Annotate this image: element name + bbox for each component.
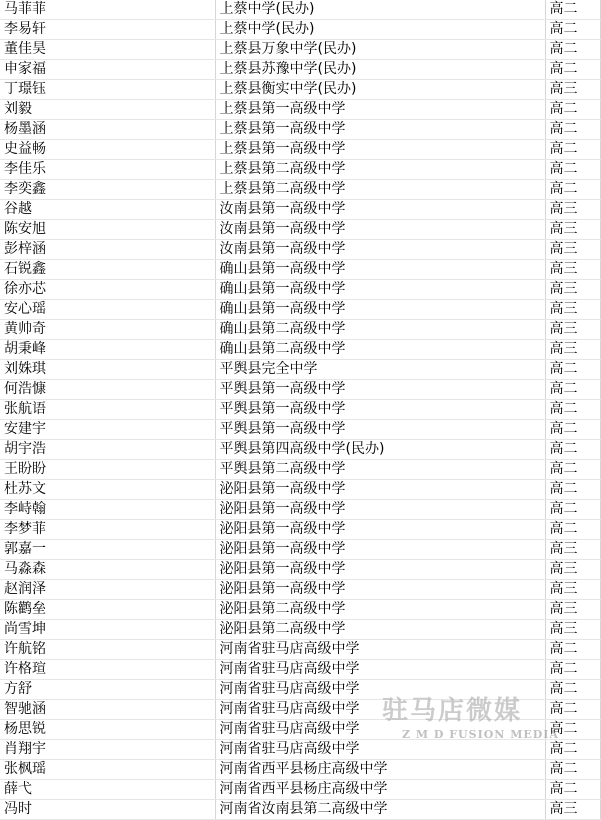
- cell-grade[interactable]: 高二: [545, 660, 600, 680]
- cell-school[interactable]: 汝南县第一高级中学: [215, 200, 545, 220]
- watermark-title: 驻马店微媒: [382, 696, 523, 726]
- table-row: [0, 380, 600, 400]
- cell-school[interactable]: 平舆县第一高级中学: [215, 420, 545, 440]
- cell-name[interactable]: 申家福: [0, 60, 215, 80]
- table-row: [0, 660, 600, 680]
- cell-name[interactable]: 石锐鑫: [0, 260, 215, 280]
- table-row: [0, 320, 600, 340]
- cell-name[interactable]: 史益畅: [0, 140, 215, 160]
- cell-grade[interactable]: 高二: [545, 420, 600, 440]
- cell-grade[interactable]: 高二: [545, 440, 600, 460]
- cell-grade[interactable]: 高三: [545, 320, 600, 340]
- table-row: [0, 800, 600, 820]
- cell-school[interactable]: 河南省驻马店高级中学: [215, 700, 545, 720]
- cell-grade[interactable]: 高二: [545, 780, 600, 800]
- cell-school[interactable]: 确山县第一高级中学: [215, 280, 545, 300]
- cell-grade[interactable]: 高二: [545, 400, 600, 420]
- cell-school[interactable]: 上蔡县苏豫中学(民办): [215, 60, 545, 80]
- table-row: [0, 140, 600, 160]
- cell-grade[interactable]: 高二: [545, 160, 600, 180]
- cell-grade[interactable]: 高二: [545, 500, 600, 520]
- table-row: [0, 180, 600, 200]
- cell-grade[interactable]: 高三: [545, 220, 600, 240]
- table-row: [0, 360, 600, 380]
- cell-name[interactable]: 肖翔宇: [0, 740, 215, 760]
- table-row: [0, 160, 600, 180]
- cell-name[interactable]: 刘毅: [0, 100, 215, 120]
- cell-school[interactable]: 泌阳县第一高级中学: [215, 560, 545, 580]
- cell-grade[interactable]: 高三: [545, 560, 600, 580]
- cell-school[interactable]: 上蔡县第一高级中学: [215, 140, 545, 160]
- cell-grade[interactable]: 高二: [545, 140, 600, 160]
- table-row: [0, 540, 600, 560]
- table-row: [0, 200, 600, 220]
- cell-grade[interactable]: 高二: [545, 380, 600, 400]
- table-row: [0, 340, 600, 360]
- cell-school[interactable]: 泌阳县第一高级中学: [215, 500, 545, 520]
- cell-school[interactable]: 上蔡县第一高级中学: [215, 120, 545, 140]
- cell-school[interactable]: 河南省汝南县第二高级中学: [215, 800, 545, 820]
- table-row: [0, 260, 600, 280]
- table-row: [0, 0, 600, 20]
- cell-grade[interactable]: 高三: [545, 280, 600, 300]
- table-row: [0, 780, 600, 800]
- cell-name[interactable]: 陈安旭: [0, 220, 215, 240]
- cell-name[interactable]: 彭梓涵: [0, 240, 215, 260]
- cell-name[interactable]: 黄帅奇: [0, 320, 215, 340]
- cell-school[interactable]: 平舆县第二高级中学: [215, 460, 545, 480]
- watermark-subtitle: Z M D FUSION MEDIA: [402, 728, 559, 741]
- table-row: [0, 300, 600, 320]
- cell-school[interactable]: 确山县第一高级中学: [215, 300, 545, 320]
- cell-grade[interactable]: 高二: [545, 740, 600, 760]
- cell-school[interactable]: 上蔡县万象中学(民办): [215, 40, 545, 60]
- table-row: [0, 640, 600, 660]
- cell-name[interactable]: 丁璟钰: [0, 80, 215, 100]
- cell-grade[interactable]: 高二: [545, 460, 600, 480]
- cell-school[interactable]: 平舆县第四高级中学(民办): [215, 440, 545, 460]
- cell-school[interactable]: 泌阳县第二高级中学: [215, 600, 545, 620]
- cell-school[interactable]: 河南省驻马店高级中学: [215, 720, 545, 740]
- table-row: [0, 280, 600, 300]
- cell-name[interactable]: 马淼森: [0, 560, 215, 580]
- cell-name[interactable]: 郭嘉一: [0, 540, 215, 560]
- cell-school[interactable]: 上蔡县第二高级中学: [215, 160, 545, 180]
- cell-grade[interactable]: 高三: [545, 200, 600, 220]
- table-row: [0, 80, 600, 100]
- table-row: [0, 100, 600, 120]
- cell-grade[interactable]: 高二: [545, 100, 600, 120]
- cell-grade[interactable]: 高三: [545, 80, 600, 100]
- cell-name[interactable]: 杨墨涵: [0, 120, 215, 140]
- cell-grade[interactable]: 高二: [545, 40, 600, 60]
- cell-grade[interactable]: 高二: [545, 180, 600, 200]
- cell-school[interactable]: 确山县第二高级中学: [215, 340, 545, 360]
- table-row: [0, 40, 600, 60]
- cell-grade[interactable]: 高二: [545, 760, 600, 780]
- cell-name[interactable]: 张航语: [0, 400, 215, 420]
- cell-school[interactable]: 河南省驻马店高级中学: [215, 660, 545, 680]
- cell-grade[interactable]: 高二: [545, 20, 600, 40]
- cell-name[interactable]: 何浩慷: [0, 380, 215, 400]
- cell-grade[interactable]: 高二: [545, 700, 600, 720]
- table-row: [0, 400, 600, 420]
- table-row: [0, 480, 600, 500]
- cell-school[interactable]: 平舆县第一高级中学: [215, 400, 545, 420]
- cell-school[interactable]: 河南省驻马店高级中学: [215, 640, 545, 660]
- table-row: [0, 460, 600, 480]
- table-row: [0, 440, 600, 460]
- cell-grade[interactable]: 高三: [545, 600, 600, 620]
- table-row: [0, 620, 600, 640]
- cell-school[interactable]: 泌阳县第二高级中学: [215, 620, 545, 640]
- cell-school[interactable]: 泌阳县第一高级中学: [215, 520, 545, 540]
- cell-school[interactable]: 河南省驻马店高级中学: [215, 680, 545, 700]
- cell-name[interactable]: 马菲菲: [0, 0, 215, 20]
- table-row: [0, 20, 600, 40]
- cell-school[interactable]: 上蔡县衡实中学(民办): [215, 80, 545, 100]
- table-row: [0, 560, 600, 580]
- table-row: [0, 760, 600, 780]
- cell-name[interactable]: 李佳乐: [0, 160, 215, 180]
- table-row: [0, 120, 600, 140]
- cell-name[interactable]: 胡宇浩: [0, 440, 215, 460]
- cell-name[interactable]: 王盼盼: [0, 460, 215, 480]
- cell-school[interactable]: 河南省西平县杨庄高级中学: [215, 780, 545, 800]
- cell-name[interactable]: 胡秉峰: [0, 340, 215, 360]
- cell-name[interactable]: 安建宇: [0, 420, 215, 440]
- cell-name[interactable]: 许格瑄: [0, 660, 215, 680]
- cell-name[interactable]: 尚雪坤: [0, 620, 215, 640]
- cell-name[interactable]: 杜苏文: [0, 480, 215, 500]
- cell-grade[interactable]: 高二: [545, 480, 600, 500]
- cell-name[interactable]: 许航铭: [0, 640, 215, 660]
- cell-grade[interactable]: 高二: [545, 520, 600, 540]
- table-row: [0, 720, 600, 740]
- cell-name[interactable]: 李易轩: [0, 20, 215, 40]
- cell-name[interactable]: 杨思锐: [0, 720, 215, 740]
- cell-name[interactable]: 安心瑶: [0, 300, 215, 320]
- cell-grade[interactable]: 高二: [545, 60, 600, 80]
- cell-name[interactable]: 张枫瑶: [0, 760, 215, 780]
- cell-school[interactable]: 泌阳县第一高级中学: [215, 480, 545, 500]
- table-row: [0, 420, 600, 440]
- cell-grade[interactable]: 高三: [545, 580, 600, 600]
- cell-name[interactable]: 刘姝琪: [0, 360, 215, 380]
- cell-grade[interactable]: 高三: [545, 300, 600, 320]
- cell-grade[interactable]: 高二: [545, 120, 600, 140]
- cell-grade[interactable]: 高三: [545, 540, 600, 560]
- cell-name[interactable]: 冯时: [0, 800, 215, 820]
- cell-school[interactable]: 河南省驻马店高级中学: [215, 740, 545, 760]
- cell-name[interactable]: 方舒: [0, 680, 215, 700]
- cell-school[interactable]: 泌阳县第一高级中学: [215, 580, 545, 600]
- cell-grade[interactable]: 高二: [545, 640, 600, 660]
- cell-name[interactable]: 李峙翰: [0, 500, 215, 520]
- table-row: [0, 500, 600, 520]
- cell-grade[interactable]: 高三: [545, 240, 600, 260]
- table-row: [0, 240, 600, 260]
- cell-school[interactable]: 河南省西平县杨庄高级中学: [215, 760, 545, 780]
- cell-school[interactable]: 平舆县完全中学: [215, 360, 545, 380]
- cell-name[interactable]: 董佳昊: [0, 40, 215, 60]
- cell-school[interactable]: 上蔡县第一高级中学: [215, 100, 545, 120]
- cell-name[interactable]: 赵润泽: [0, 580, 215, 600]
- cell-grade[interactable]: 高二: [545, 720, 600, 740]
- cell-grade[interactable]: 高三: [545, 800, 600, 820]
- cell-name[interactable]: 徐亦芯: [0, 280, 215, 300]
- table-row: [0, 680, 600, 700]
- table-row: [0, 220, 600, 240]
- cell-school[interactable]: 上蔡中学(民办): [215, 20, 545, 40]
- cell-school[interactable]: 确山县第一高级中学: [215, 260, 545, 280]
- cell-grade[interactable]: 高二: [545, 0, 600, 20]
- cell-name[interactable]: 智驰涵: [0, 700, 215, 720]
- cell-grade[interactable]: 高三: [545, 340, 600, 360]
- cell-name[interactable]: 陈鹳垒: [0, 600, 215, 620]
- cell-grade[interactable]: 高三: [545, 620, 600, 640]
- table-row: [0, 700, 600, 720]
- table-row: [0, 740, 600, 760]
- cell-school[interactable]: 确山县第二高级中学: [215, 320, 545, 340]
- cell-grade[interactable]: 高二: [545, 680, 600, 700]
- cell-name[interactable]: 谷越: [0, 200, 215, 220]
- cell-grade[interactable]: 高二: [545, 360, 600, 380]
- table-row: [0, 600, 600, 620]
- table-row: [0, 520, 600, 540]
- cell-name[interactable]: 李奕鑫: [0, 180, 215, 200]
- cell-school[interactable]: 上蔡县第二高级中学: [215, 180, 545, 200]
- cell-school[interactable]: 平舆县第一高级中学: [215, 380, 545, 400]
- cell-grade[interactable]: 高三: [545, 260, 600, 280]
- table-row: [0, 580, 600, 600]
- cell-school[interactable]: 汝南县第一高级中学: [215, 220, 545, 240]
- table-row: [0, 60, 600, 80]
- cell-name[interactable]: 李梦菲: [0, 520, 215, 540]
- cell-school[interactable]: 汝南县第一高级中学: [215, 240, 545, 260]
- cell-school[interactable]: 泌阳县第一高级中学: [215, 540, 545, 560]
- cell-school[interactable]: 上蔡中学(民办): [215, 0, 545, 20]
- cell-name[interactable]: 薛弋: [0, 780, 215, 800]
